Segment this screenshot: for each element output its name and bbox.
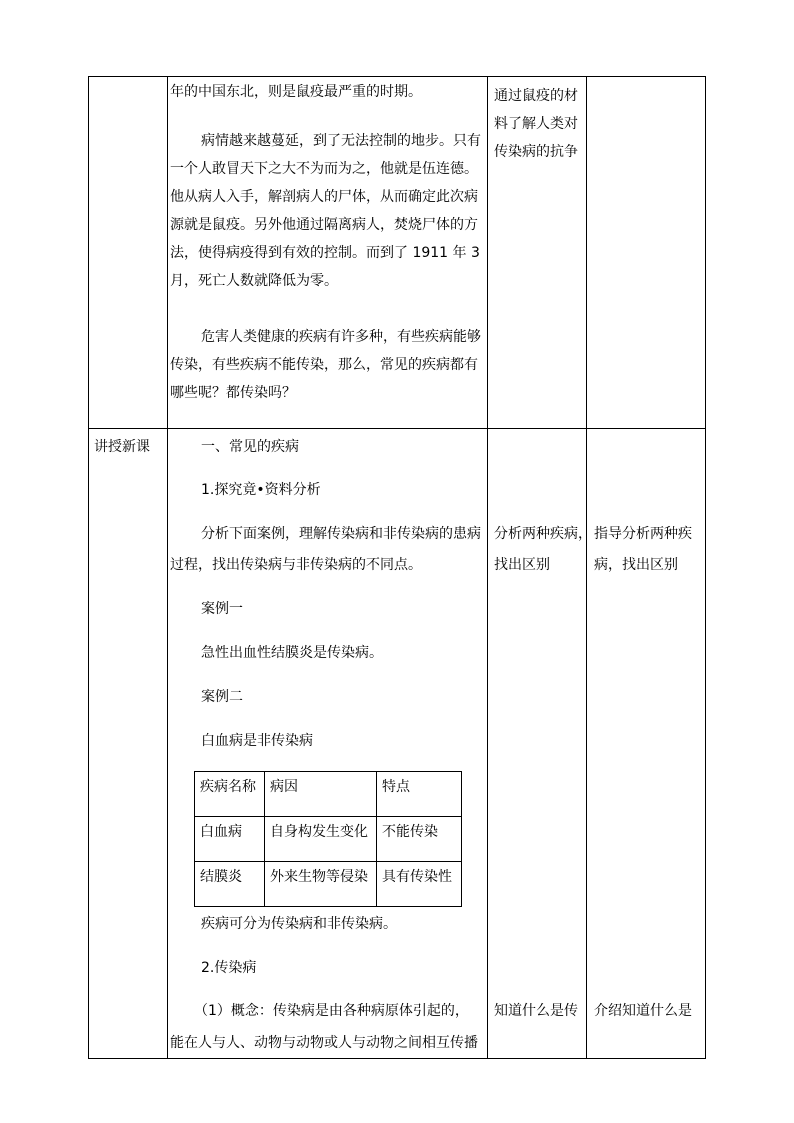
inner-border-left	[194, 771, 195, 907]
table-cell: 白血病	[200, 824, 242, 840]
stage-label: 讲授新课	[94, 439, 150, 455]
content-line: 月，死亡人数就降低为零。	[170, 273, 338, 289]
teacher-activity-line: 病，找出区别	[594, 557, 678, 573]
table-header-cell: 疾病名称	[200, 779, 256, 795]
student-activity-line: 料了解人类对	[494, 116, 578, 132]
case-label: 案例一	[201, 601, 243, 617]
student-activity-line: 分析两种疾病，	[494, 526, 592, 542]
table-cell: 外来生物等侵染	[270, 869, 368, 885]
table-border-top	[88, 76, 706, 77]
content-line: 哪些呢？都传染吗？	[170, 385, 296, 401]
disease-comparison-table	[194, 771, 462, 907]
summary-text: 疾病可分为传染病和非传染病。	[201, 916, 397, 932]
subsection-heading: 1.探究竟•资料分析	[201, 482, 321, 498]
case-text: 急性出血性结膜炎是传染病。	[201, 645, 383, 661]
inner-border-right	[461, 771, 462, 907]
table-border-right	[705, 76, 706, 1059]
case-text: 白血病是非传染病	[201, 733, 313, 749]
content-line: 源就是鼠疫。另外他通过隔离病人，焚烧尸体的方	[170, 217, 478, 233]
inner-col-divider	[264, 771, 265, 907]
content-line: 一个人敢冒天下之大不为而为之，他就是伍连德。	[170, 161, 478, 177]
student-activity-line: 找出区别	[494, 557, 550, 573]
teacher-activity-line: 指导分析两种疾	[594, 526, 692, 542]
student-activity-line: 传染病的抗争	[494, 144, 578, 160]
table-border-bottom	[88, 1058, 706, 1059]
content-line: 分析下面案例，理解传染病和非传染病的患病	[201, 526, 481, 542]
content-line: 能在人与人、动物与动物或人与动物之间相互传播	[170, 1035, 478, 1051]
student-activity-line: 知道什么是传	[494, 1003, 578, 1019]
col-divider-2	[487, 76, 488, 1059]
teacher-activity-line: 介绍知道什么是	[594, 1003, 692, 1019]
inner-border-bottom	[194, 906, 462, 907]
table-cell: 不能传染	[382, 824, 438, 840]
table-border-left	[88, 76, 89, 1059]
content-line: 病情越来越蔓延，到了无法控制的地步。只有	[201, 133, 481, 149]
col-divider-3	[586, 76, 587, 1059]
content-line: （1）概念：传染病是由各种病原体引起的，	[194, 1003, 469, 1019]
inner-col-divider	[376, 771, 377, 907]
row-divider	[88, 428, 706, 429]
content-line: 法，使得病疫得到有效的控制。而到了 1911 年 3	[170, 245, 480, 261]
table-header-cell: 特点	[382, 779, 410, 795]
inner-row-divider	[194, 816, 462, 817]
inner-border-top	[194, 771, 462, 772]
content-line: 过程，找出传染病与非传染病的不同点。	[170, 557, 422, 573]
col-divider-1	[167, 76, 168, 1059]
inner-row-divider	[194, 861, 462, 862]
lesson-plan-table	[88, 76, 706, 1059]
subsection-heading: 2.传染病	[201, 960, 257, 976]
table-cell: 自身构发生变化	[270, 824, 368, 840]
table-cell: 具有传染性	[382, 869, 452, 885]
student-activity-line: 通过鼠疫的材	[494, 88, 578, 104]
content-paragraph: 年的中国东北，则是鼠疫最严重的时期。	[170, 84, 422, 100]
table-cell: 结膜炎	[200, 869, 242, 885]
content-line: 他从病人入手，解剖病人的尸体，从而确定此次病	[170, 189, 478, 205]
table-header-cell: 病因	[270, 779, 298, 795]
case-label: 案例二	[201, 689, 243, 705]
content-line: 危害人类健康的疾病有许多种，有些疾病能够	[201, 329, 481, 345]
section-heading: 一、常见的疾病	[201, 439, 299, 455]
content-line: 传染，有些疾病不能传染，那么，常见的疾病都有	[170, 357, 478, 373]
